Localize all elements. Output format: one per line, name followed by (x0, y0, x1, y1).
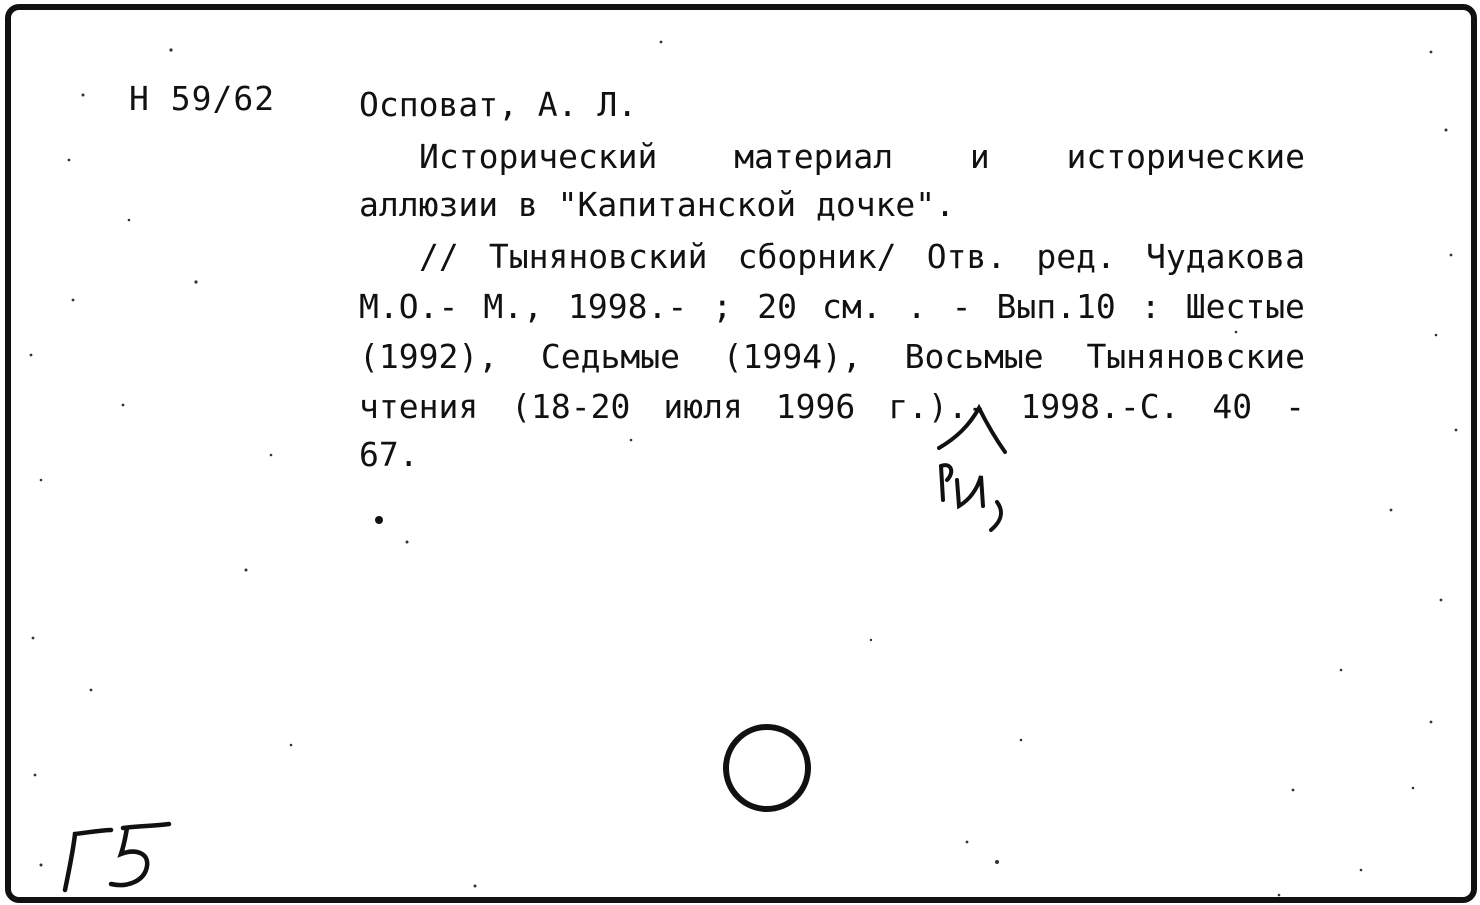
source-line-4 (359, 387, 1305, 426)
source-2-word-5: 20 (757, 287, 797, 326)
source-3-word-1: (1992), (359, 337, 499, 376)
source-1-word-4: Отв. (926, 237, 1007, 276)
source-3-word-5: Тыняновские (1086, 337, 1305, 376)
source-2-word-7: . (906, 287, 927, 326)
source-1-word-2: Тыняновский (488, 237, 708, 276)
catalog-card (5, 4, 1477, 903)
source-2-word-8: - (951, 287, 972, 326)
source-3-word-4: Восьмые (904, 337, 1044, 376)
source-4-word-5: г.).- (888, 387, 988, 426)
source-2-word-3: 1998.- (568, 287, 688, 326)
source-4-word-4: 1996 (775, 387, 856, 426)
source-2-word-10: : (1140, 287, 1161, 326)
handwritten-number (51, 818, 191, 898)
source-line-3 (359, 337, 1305, 376)
title-line-1 (419, 137, 1305, 176)
title-line-2: аллюзии в "Капитанской дочке". (359, 185, 956, 224)
punch-hole (723, 724, 811, 812)
title-word-3: и (969, 137, 990, 176)
source-2-word-9: Вып.10 (996, 287, 1116, 326)
source-1-word-6: Чудакова (1146, 237, 1305, 276)
title-word-2: материал (734, 137, 894, 176)
author-line: Осповат, А. Л. (359, 85, 638, 124)
bullet-dot (375, 516, 383, 524)
source-4-word-6: 1998.-С. (1020, 387, 1180, 426)
source-line-1 (419, 237, 1305, 276)
source-3-word-3: (1994), (722, 337, 862, 376)
source-2-word-11: Шестые (1185, 287, 1305, 326)
source-2-word-1: М.О.- (359, 287, 459, 326)
source-1-word-1: // (419, 237, 459, 276)
source-2-word-2: М., (483, 287, 543, 326)
source-line-2 (359, 287, 1305, 326)
source-3-word-2: Седьмые (540, 337, 680, 376)
source-4-word-3: июля (663, 387, 743, 426)
source-1-word-5: ред. (1036, 237, 1116, 276)
source-4-word-7: 40 (1212, 387, 1253, 426)
source-2-word-4: ; (712, 287, 733, 326)
source-1-word-3: сборник/ (737, 237, 897, 276)
source-line-5: 67. (359, 435, 419, 474)
title-word-4: исторические (1066, 137, 1305, 176)
handwritten-insertion-mark (911, 390, 1041, 540)
source-4-word-1: чтения (359, 387, 479, 426)
source-2-word-6: см. (822, 287, 882, 326)
source-4-word-8: - (1285, 387, 1305, 426)
shelfmark: Н 59/62 (129, 79, 276, 118)
title-word-1: Исторический (419, 137, 658, 176)
source-4-word-2: (18-20 (511, 387, 631, 426)
